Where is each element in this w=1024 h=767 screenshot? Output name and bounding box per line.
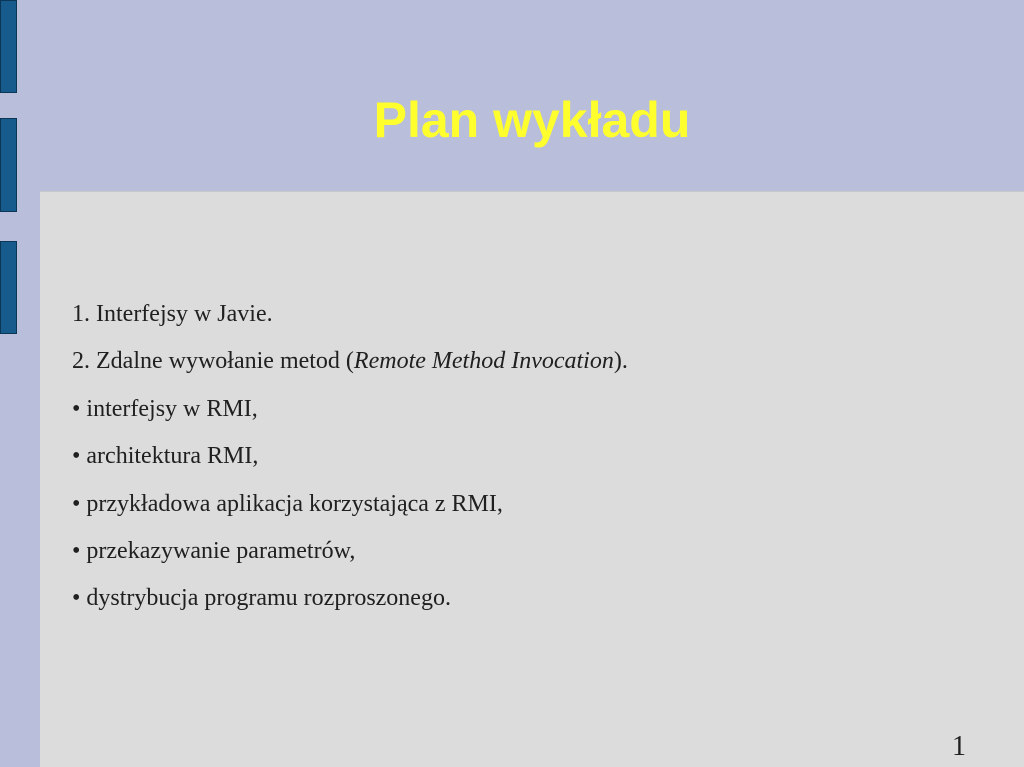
outline-item-3: • interfejsy w RMI, <box>72 395 258 422</box>
outline-item-2: 2. Zdalne wywołanie metod (Remote Method Invocation). <box>72 348 628 375</box>
side-marker-1 <box>0 0 17 93</box>
side-marker-3 <box>0 241 17 334</box>
page-number: 1 <box>952 731 966 762</box>
left-decoration-strip <box>0 0 20 767</box>
content-panel <box>40 191 1024 767</box>
outline-list <box>72 291 628 623</box>
outline-item-6: • przekazywanie parametrów, <box>72 538 356 565</box>
outline-item-5: • przykładowa aplikacja korzystająca z RMI, <box>72 490 503 517</box>
slide-title: Plan wykładu <box>373 92 691 148</box>
outline-item-4: • architektura RMI, <box>72 443 259 470</box>
side-marker-2 <box>0 118 17 212</box>
italic-term: Remote Method Invocation <box>353 348 614 375</box>
outline-item-7: • dystrybucja programu rozproszonego. <box>72 585 451 612</box>
outline-item-1: 1. Interfejsy w Javie. <box>72 301 273 327</box>
